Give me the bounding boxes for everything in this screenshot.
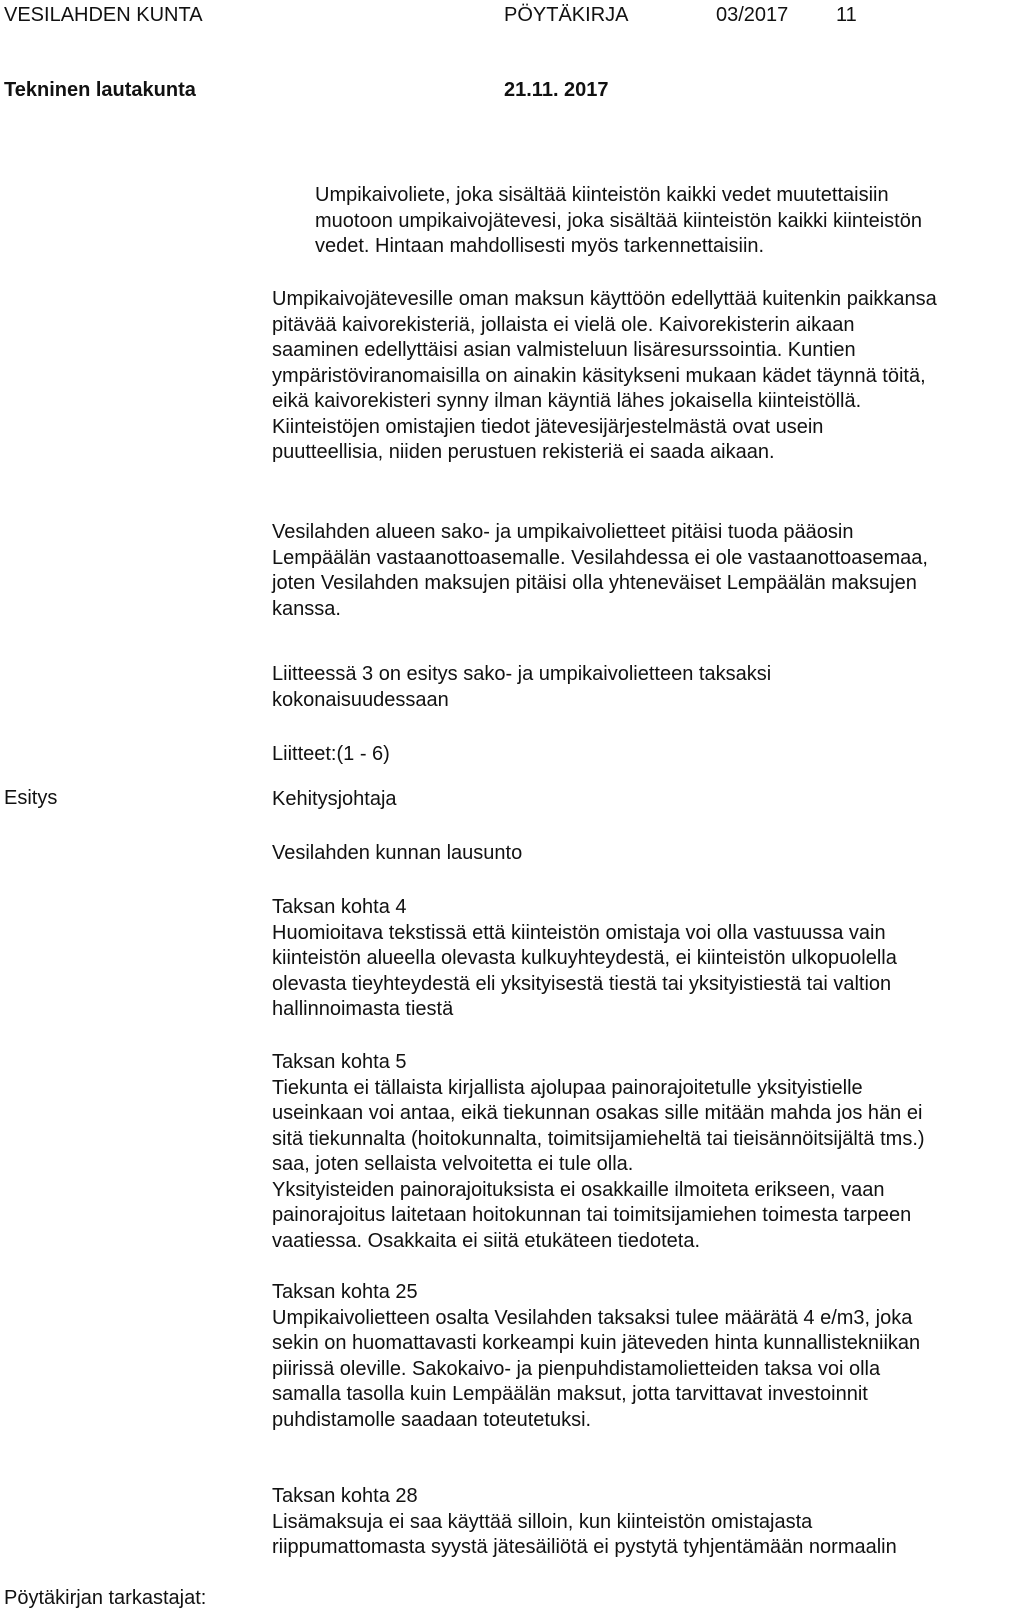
paragraph-kaivorekisteri bbox=[272, 287, 1017, 466]
statement-heading bbox=[272, 841, 1017, 867]
clause-5 bbox=[272, 1050, 1017, 1254]
paragraph-text: Umpikaivojätevesille oman maksun käyttöön edellyttää kuitenkin paikkansa pitävää kaivorekisteriä, jollaista ei vielä ole. Kaivorekisterin aikaan saaminen edellyttäisi asian valmisteluun lisäresurssointia. Kuntien ympäristöviranomaisilla on ainakin käsitykseni mukaan kädet täynnä töitä, eikä kaivorekisteri synny ilman käyntiä lähes jokaisella kiinteistöllä. Kiinteistöjen omistajien tiedot jätevesijärjestelmästä ovat usein puutteellisia, niiden perustuen rekisteriä ei saada aikaan. bbox=[272, 288, 937, 463]
esitys-label: Esitys bbox=[4, 787, 58, 809]
clause-28 bbox=[272, 1484, 1017, 1561]
reviewers-label: Pöytäkirjan tarkastajat: bbox=[4, 1587, 207, 1609]
paragraph-text: Taksan kohta 25 Umpikaivolietteen osalta Vesilahden taksaksi tulee määrätä 4 e/m3, joka sekin on huomattavasti korkeampi kuin jäteveden hinta kunnallistekniikan piirissä oleville. Sakokaivo- ja pienpuhdistamolietteiden taksa voi olla samalla tasolla kuin Lempäälän maksut, jotta tarvittavat investoinnit puhdistamolle saadaan toteutetuksi. bbox=[272, 1281, 921, 1431]
paragraph-lempaala bbox=[272, 520, 1017, 622]
document-type: PÖYTÄKIRJA bbox=[504, 4, 629, 26]
municipality-name: VESILAHDEN KUNTA bbox=[4, 4, 203, 26]
paragraph-text: Vesilahden kunnan lausunto bbox=[272, 842, 523, 864]
paragraph-liite3 bbox=[272, 662, 1017, 713]
paragraph-text: Umpikaivoliete, joka sisältää kiinteistön kaikki vedet muutettaisiin muotoon umpikaivojätevesi, joka sisältää kiinteistön kaikki kiinteistön vedet. Hintaan mahdollisesti myös tarkennettaisiin. bbox=[315, 184, 922, 257]
paragraph-text: Taksan kohta 5 Tiekunta ei tällaista kirjallista ajolupaa painorajoitetulle yksityistielle useinkaan voi antaa, eikä tiekunnan osakas sille mitään mahda jos hän ei sitä tiekunnalta (hoitokunnalta, toimitsijamieheltä tai tieisännöitsijältä tms.) saa, joten sellaista velvoitetta ei tule olla. Yksityisteiden painorajoituksista ei osakkaille ilmoiteta erikseen, vaan painorajoitus laitetaan hoitokunnan tai toimitsijamiehen toimesta tarpeen vaatiessa. Osakkaita ei siitä etukäteen tiedoteta. bbox=[272, 1051, 925, 1252]
paragraph-text: Vesilahden alueen sako- ja umpikaivolietteet pitäisi tuoda pääosin Lempäälän vastaanottoasemalle. Vesilahdessa ei ole vastaanottoasemaa, joten Vesilahden maksujen pitäisi olla yhteneväiset Lempäälän maksujen kanssa. bbox=[272, 521, 928, 620]
board-name: Tekninen lautakunta bbox=[4, 79, 196, 101]
paragraph-text: Liitteessä 3 on esitys sako- ja umpikaivolietteen taksaksi kokonaisuudessaan bbox=[272, 663, 772, 711]
paragraph-text: Liitteet:(1 - 6) bbox=[272, 743, 390, 765]
presenter bbox=[272, 787, 1017, 813]
clause-4 bbox=[272, 895, 1017, 1023]
paragraph-text: Taksan kohta 28 Lisämaksuja ei saa käyttää silloin, kun kiinteistön omistajasta riippumattomasta syystä jätesäiliötä ei pystytä tyhjentämään normaalin bbox=[272, 1485, 897, 1558]
attachments-line bbox=[272, 742, 1017, 768]
paragraph-text: Taksan kohta 4 Huomioitava tekstissä että kiinteistön omistaja voi olla vastuussa vain kiinteistön alueella olevasta kulkuyhteydestä, ei kiinteistön ulkopuolella olevasta tieyhteydestä eli yksityisestä tiestä tai yksityistiestä tai valtion hallinnoimasta tiestä bbox=[272, 896, 897, 1020]
clause-25 bbox=[272, 1280, 1017, 1433]
document-number: 03/2017 bbox=[716, 4, 789, 26]
paragraph-umpikaivoliete bbox=[315, 183, 1015, 260]
page-number: 11 bbox=[836, 4, 857, 26]
paragraph-text: Kehitysjohtaja bbox=[272, 788, 397, 810]
meeting-date: 21.11. 2017 bbox=[504, 79, 609, 101]
